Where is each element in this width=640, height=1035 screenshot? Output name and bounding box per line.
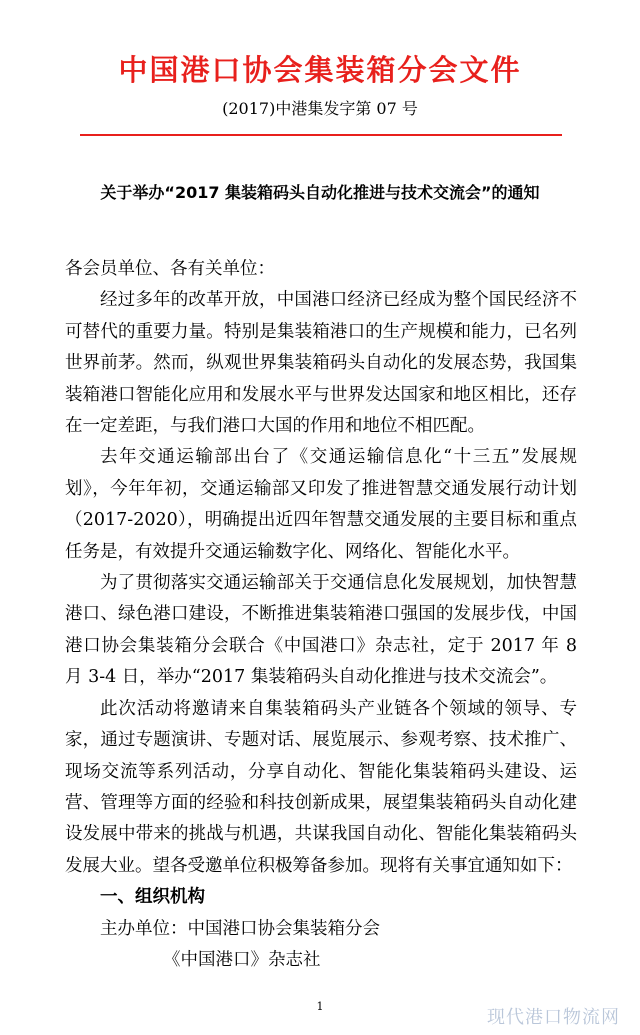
document-body [65,254,577,976]
body-paragraph: 去年交通运输部出台了《交通运输信息化“十三五”发展规划》，今年年初，交通运输部又印发了推进智慧交通发展行动计划（2017-2020），明确提出近四年智慧交通发展的主要目标和重点任务是，有效提升交通运输数字化、网络化、智能化水平。 [65,447,577,562]
organizer-second-line: 《中国港口》杂志社 [163,949,321,970]
organizer-line: 主办单位：中国港口协会集装箱分会 [100,918,380,939]
document-number: (2017)中港集发字第 07 号 [222,99,418,118]
body-paragraph: 为了贯彻落实交通运输部关于交通信息化发展规划，加快智慧港口、绿色港口建设，不断推进集装箱港口强国的发展步伐，中国港口协会集装箱分会联合《中国港口》杂志社，定于 2017 年 8 月 3-4 日，举办“2017 集装箱码头自动化推进与技术交流会”。 [65,573,577,688]
header-divider [80,134,562,136]
body-paragraph: 此次活动将邀请来自集装箱码头产业链各个领域的领导、专家，通过专题演讲、专题对话、展览展示、参观考察、技术推广、现场交流等系列活动，分享自动化、智能化集装箱码头建设、运营、管理等方面的经验和科技创新成果，展望集装箱码头自动化建设发展中带来的挑战与机遇，共谋我国自动化、智能化集装箱码头发展大业。望各受邀单位积极筹备参加。现将有关事宜通知如下： [65,698,577,876]
document-header-title: 中国港口协会集装箱分会文件 [118,53,522,87]
salutation: 各会员单位、各有关单位： [65,259,275,279]
page-number: 1 [316,1000,324,1013]
body-paragraph: 经过多年的改革开放，中国港口经济已经成为整个国民经济不可替代的重要力量。特别是集装箱港口的生产规模和能力，已名列世界前茅。然而，纵观世界集装箱码头自动化的发展态势，我国集装箱港口智能化应用和发展水平与世界发达国家和地区相比，还存在一定差距，与我们港口大国的作用和地位不相匹配。 [65,290,577,437]
section-heading: 一、组织机构 [100,887,205,908]
watermark-text: 现代港口物流网 [487,1007,620,1028]
notice-title: 关于举办“2017 集装箱码头自动化推进与技术交流会”的通知 [100,183,540,202]
